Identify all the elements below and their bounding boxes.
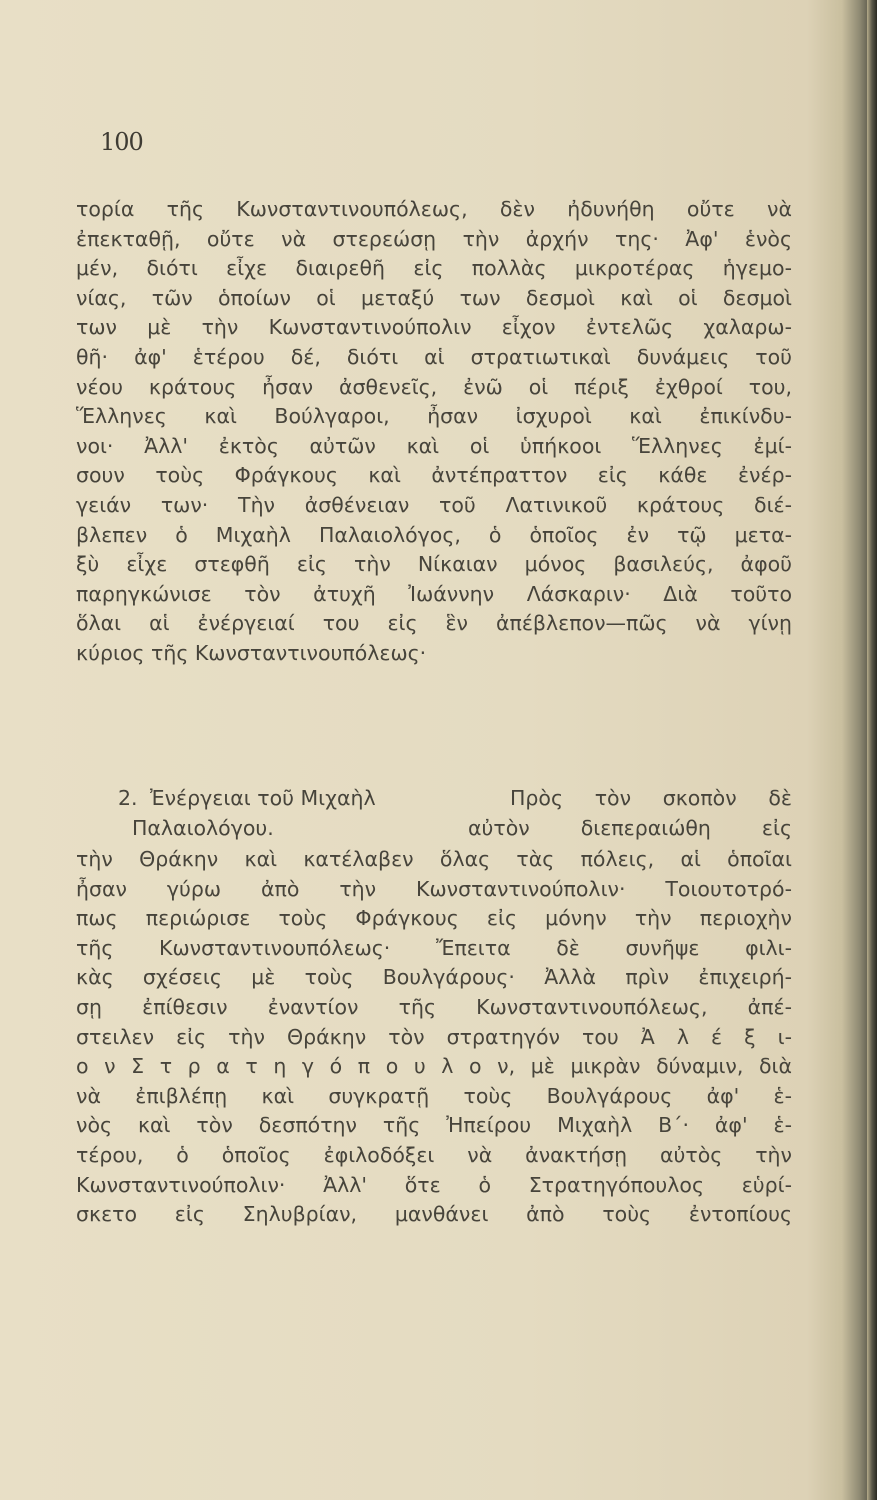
text-line: ἦσαν γύρω ἀπὸ τὴν Κωνσταντινούπολιν· Τοιουτοτρό- xyxy=(76,876,792,901)
text-line: στειλεν εἰς τὴν Θράκην τὸν στρατηγόν του Ἀ λ έ ξ ι- xyxy=(76,1024,792,1049)
text-line: νέου κράτους ἦσαν ἀσθενεῖς, ἐνῶ οἱ πέριξ ἐχθροί του, xyxy=(76,374,792,399)
section-run-in-text-2: αὐτὸν διεπεραιώθη εἰς xyxy=(468,816,792,840)
text-line: σκετο εἰς Σηλυβρίαν, μανθάνει ἀπὸ τοὺς ἐντοπίους xyxy=(76,1202,792,1227)
section-number: 2. xyxy=(118,786,138,810)
paragraph-2 xyxy=(76,845,792,1230)
text-line: νὸς καὶ τὸν δεσπότην τῆς Ἠπείρου Μιχαὴλ Β΄· ἀφ' ἑ- xyxy=(76,1113,792,1138)
text-line: σῃ ἐπίθεσιν ἐναντίον τῆς Κωνσταντινουπόλεως, ἀπέ- xyxy=(76,994,792,1019)
text-line: παρηγκώνισε τὸν ἀτυχῆ Ἰωάννην Λάσκαριν· Διὰ τοῦτο xyxy=(76,581,792,606)
text-line: κὰς σχέσεις μὲ τοὺς Βουλγάρους· Ἀλλὰ πρὶν ἐπιχειρή- xyxy=(76,965,792,990)
text-line: τὴν Θράκην καὶ κατέλαβεν ὅλας τὰς πόλεις, αἱ ὁποῖαι xyxy=(76,847,792,871)
paragraph-1 xyxy=(76,195,792,669)
text-line: τορία τῆς Κωνσταντινουπόλεως, δὲν ἠδυνήθη οὔτε νὰ xyxy=(76,197,792,221)
text-line: νίας, τῶν ὁποίων οἱ μεταξύ των δεσμοὶ καὶ οἱ δεσμοὶ xyxy=(76,285,792,310)
text-line: πως περιώρισε τοὺς Φράγκους εἰς μόνην τὴν περιοχὴν xyxy=(76,906,792,931)
text-line: μέν, διότι εἶχε διαιρεθῆ εἰς πολλὰς μικροτέρας ἡγεμο- xyxy=(76,256,792,281)
text-line: ο ν Σ τ ρ α τ η γ ό π ο υ λ ο ν, μὲ μικρὰν δύναμιν, διὰ xyxy=(76,1054,792,1079)
text-line: κύριος τῆς Κωνσταντινουπόλεως· xyxy=(76,640,427,665)
text-line: ἐπεκταθῇ, οὔτε νὰ στερεώσῃ τὴν ἀρχήν της· Ἀφ' ἑνὸς xyxy=(76,226,792,251)
text-line: νοι· Ἀλλ' ἐκτὸς αὐτῶν καὶ οἱ ὑπήκοοι Ἕλληνες ἐμί- xyxy=(76,433,792,458)
text-line: ὅλαι αἱ ἐνέργειαί του εἰς ἓν ἀπέβλεπον—πῶς νὰ γίνῃ xyxy=(76,611,792,636)
section-title-line-2: Παλαιολόγου. xyxy=(132,816,274,840)
text-line: τῆς Κωνσταντινουπόλεως· Ἔπειτα δὲ συνῆψε φιλι- xyxy=(76,935,792,960)
text-line: τέρου, ὁ ὁποῖος ἐφιλοδόξει νὰ ἀνακτήσῃ αὐτὸς τὴν xyxy=(76,1142,792,1167)
section-run-in-text-1: Πρὸς τὸν σκοπὸν δὲ xyxy=(510,786,792,810)
text-line: θῆ· ἀφ' ἑτέρου δέ, διότι αἱ στρατιωτικαὶ δυνάμεις τοῦ xyxy=(76,344,792,369)
text-line: σουν τοὺς Φράγκους καὶ ἀντέπραττον εἰς κάθε ἐνέρ- xyxy=(76,463,792,488)
text-line: Κωνσταντινούπολιν· Ἀλλ' ὅτε ὁ Στρατηγόπουλος εὑρί- xyxy=(76,1172,792,1197)
text-line: βλεπεν ὁ Μιχαὴλ Παλαιολόγος, ὁ ὁποῖος ἐν τῷ μετα- xyxy=(76,522,792,547)
section-title-line-1: Ἐνέργειαι τοῦ Μιχαὴλ xyxy=(150,786,376,810)
page-number: 100 xyxy=(100,128,143,156)
text-line: γειάν των· Τὴν ἀσθένειαν τοῦ Λατινικοῦ κράτους διέ- xyxy=(76,492,792,517)
text-line: των μὲ τὴν Κωνσταντινούπολιν εἶχον ἐντελῶς χαλαρω- xyxy=(76,315,792,340)
page-edge-shadow xyxy=(867,0,877,1500)
text-line: ξὺ εἶχε στεφθῆ εἰς τὴν Νίκαιαν μόνος βασιλεύς, ἀφοῦ xyxy=(76,552,792,577)
text-line: νὰ ἐπιβλέπῃ καὶ συγκρατῇ τοὺς Βουλγάρους ἀφ' ἑ- xyxy=(76,1083,792,1108)
text-line: Ἕλληνες καὶ Βούλγαροι, ἦσαν ἰσχυροὶ καὶ ἐπικίνδυ- xyxy=(76,404,792,429)
